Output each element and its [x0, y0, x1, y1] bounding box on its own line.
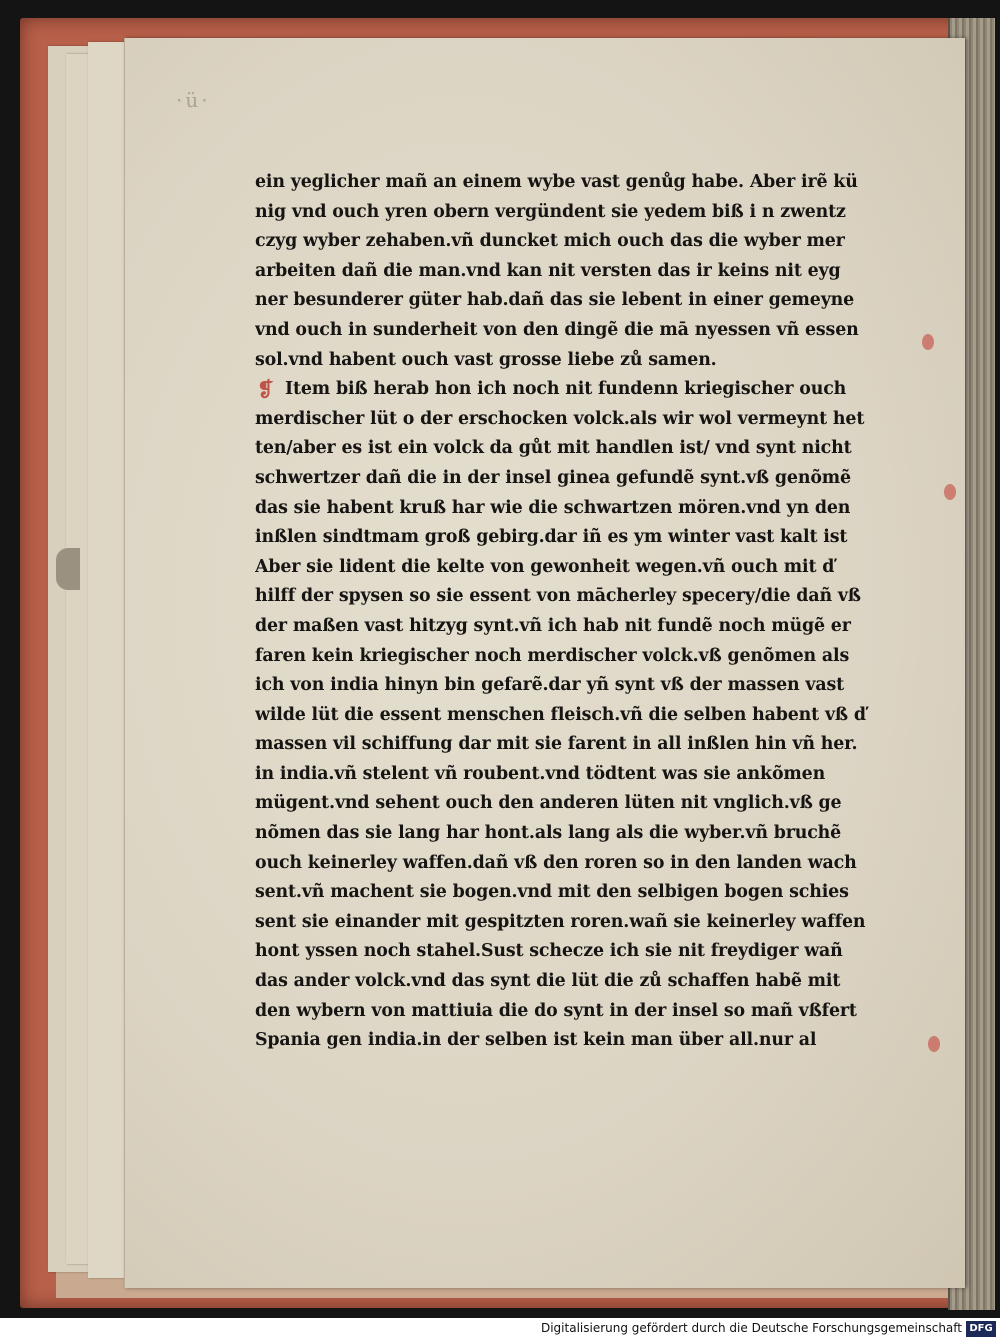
text-line: Aber sie lident die kelte von gewonheit wegen.vñ ouch mit ď	[255, 556, 835, 577]
text-line: inßlen sindtmam groß gebirg.dar iñ es ym winter vast kalt ist	[255, 527, 848, 548]
text-line: massen vil schiffung dar mit sie farent in all inßlen hin vñ her.	[255, 734, 858, 755]
text-line: den wybern von mattiuia die do synt in der insel so mañ vßfert	[255, 1000, 857, 1021]
paragraph-start-line	[255, 375, 945, 405]
text-line: merdischer lüt o der erschocken volck.als wir wol vermeynt het	[255, 408, 865, 429]
text-line: faren kein kriegischer noch merdischer volck.vß genõmen als	[255, 645, 850, 666]
text-line: arbeiten dañ die man.vnd kan nit versten das ir keins nit eyg	[255, 260, 841, 281]
text-line: ich von india hinyn bin gefarẽ.dar yñ synt vß der massen vast	[255, 675, 845, 696]
text-line: sent sie einander mit gespitzten roren.wañ sie keinerley waffen	[255, 911, 866, 932]
text-line: wilde lüt die essent menschen fleisch.vñ die selben habent vß ď	[255, 704, 866, 725]
page-tab	[56, 548, 80, 590]
text-line: hont yssen noch stahel.Sust schecze ich sie nit freydiger wañ	[255, 941, 843, 962]
text-line: ner besunderer güter hab.dañ das sie lebent in einer gemeyne	[255, 290, 855, 311]
text-line: Spania gen india.in der selben ist kein man über all.nur al	[255, 1030, 817, 1051]
footer-bar	[0, 1318, 1000, 1340]
text-line: ten/aber es ist ein volck da gůt mit handlen ist/ vnd synt nicht	[255, 438, 852, 459]
text-line: nig vnd ouch yren obern vergündent sie yedem biß i n zwentz	[255, 201, 846, 222]
text-line: in india.vñ stelent vñ roubent.vnd tödtent was sie ankõmen	[255, 763, 826, 784]
text-line: Item biß herab hon ich noch nit fundenn kriegischer ouch	[285, 379, 847, 400]
text-line: vnd ouch in sunderheit von den dingẽ die mā nyessen vñ essen	[255, 319, 859, 340]
text-line: sent.vñ machent sie bogen.vnd mit den selbigen bogen schies	[255, 882, 849, 903]
text-line: mügent.vnd sehent ouch den anderen lüten nit vnglich.vß ge	[255, 793, 842, 814]
text-line: schwertzer dañ die in der insel ginea gefundẽ synt.vß genõmẽ	[255, 467, 851, 488]
manuscript-mark: ·ü·	[176, 88, 211, 112]
text-line: ouch keinerley waffen.dañ vß den roren so in den landen wach	[255, 852, 857, 873]
text-line: hilff der spysen so sie essent von mācherley specery/die dañ vß	[255, 586, 861, 607]
text-line: der maßen vast hitzyg synt.vñ ich hab nit fundẽ noch mügẽ er	[255, 615, 851, 636]
text-line: das ander volck.vnd das synt die lüt die zů schaffen habẽ mit	[255, 971, 841, 992]
rubric-spot	[944, 484, 956, 500]
text-line: nõmen das sie lang har hont.als lang als die wyber.vñ bruchẽ	[255, 823, 842, 844]
dfg-logo: DFG	[966, 1321, 996, 1337]
text-block	[255, 168, 945, 1056]
text-line: das sie habent kruß har wie die schwartzen mören.vnd yn den	[255, 497, 851, 518]
paragraph-mark-icon: ❡	[257, 377, 274, 402]
text-line: czyg wyber zehaben.vñ duncket mich ouch das die wyber mer	[255, 231, 845, 252]
text-line: ein yeglicher mañ an einem wybe vast genůg habe. Aber irẽ kü	[255, 172, 858, 192]
funding-credit: Digitalisierung gefördert durch die Deutsche Forschungsgemeinschaft	[540, 1321, 962, 1335]
text-line: sol.vnd habent ouch vast grosse liebe zů samen.	[255, 349, 717, 370]
